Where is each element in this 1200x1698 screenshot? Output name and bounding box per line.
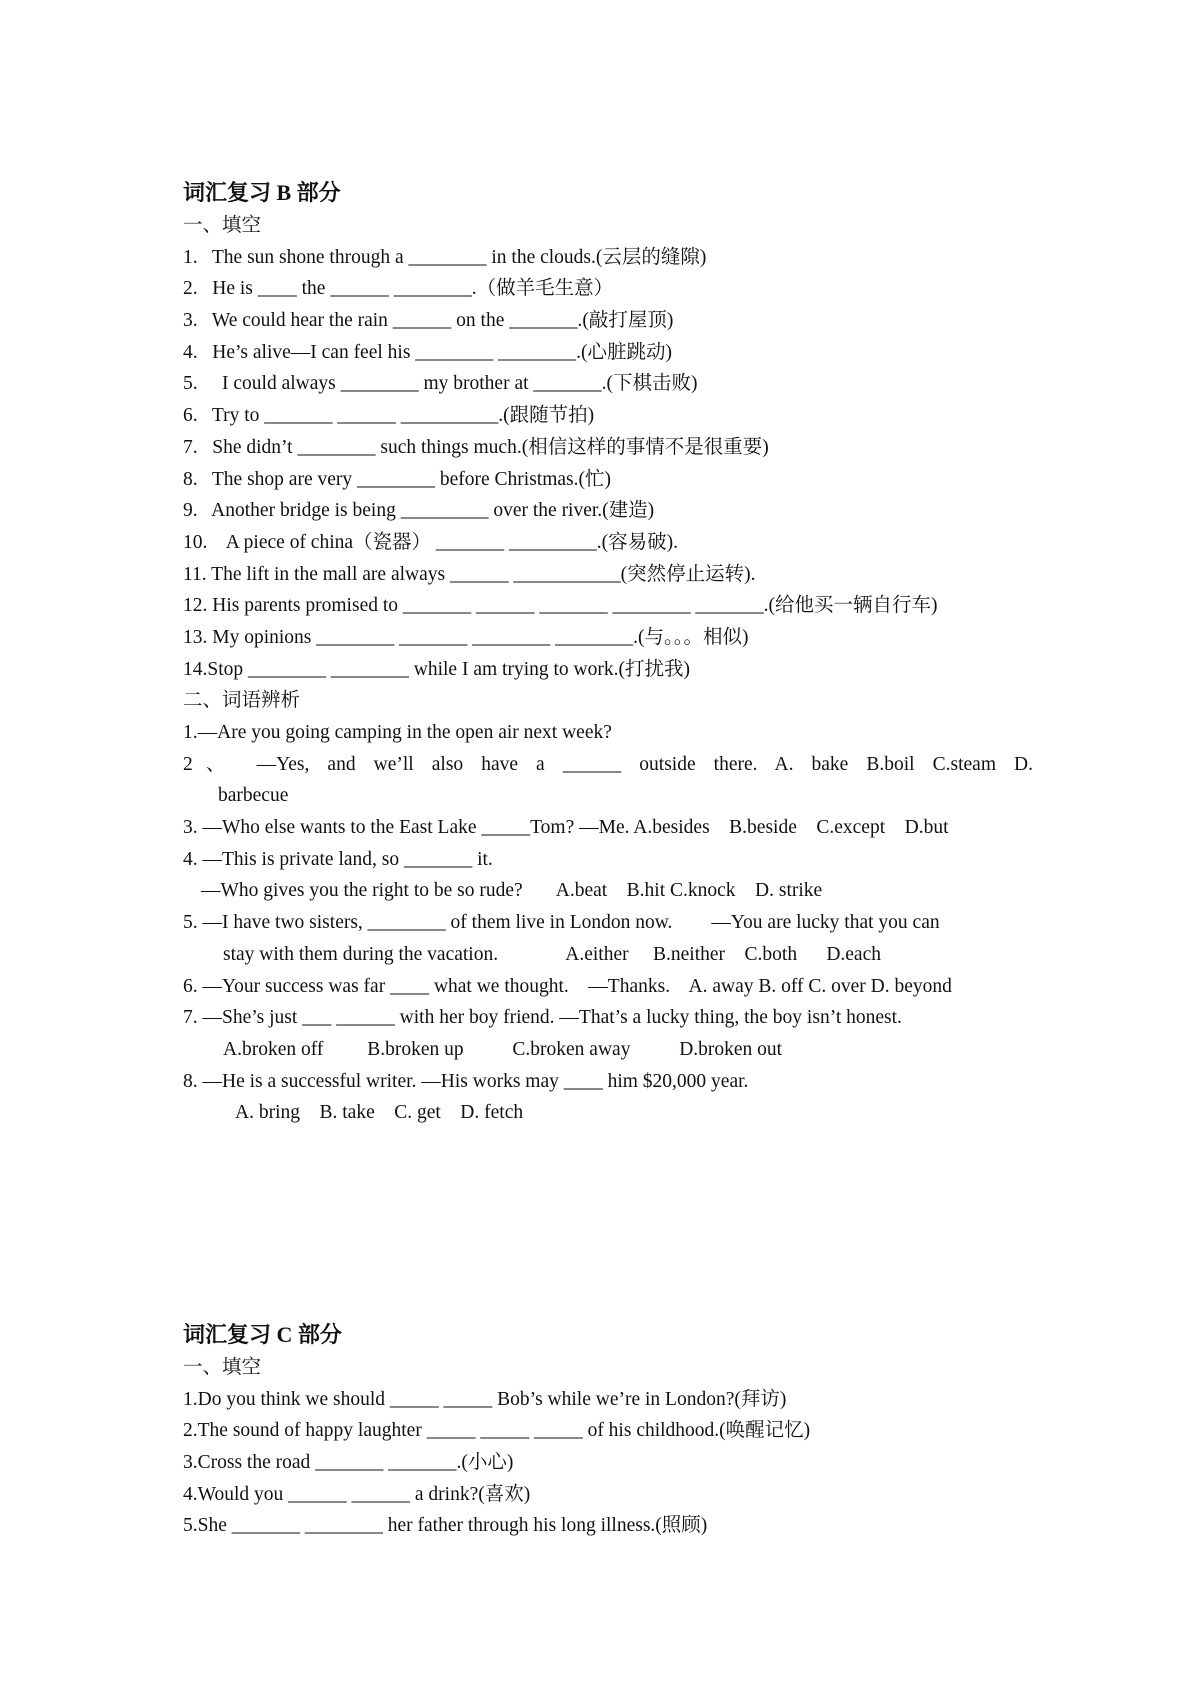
question-2-line-1: 2、 —Yes, and we’ll also have a ______ outside there. A. bake B.boil C.steam D. xyxy=(183,753,1033,775)
fill-item-b-2: 2. He is ____ the ______ ________.（做羊毛生意） xyxy=(183,278,614,300)
fill-item-b-10: 10. A piece of china（瓷器） _______ _________.(容易破). xyxy=(183,531,679,553)
question-4-line-2: —Who gives you the right to be so rude? A.beat B.hit C.knock D. strike xyxy=(201,880,823,902)
question-1: 1.—Are you going camping in the open air next week? xyxy=(183,722,612,743)
fill-item-b-8: 8. The shop are very ________ before Christmas.(忙) xyxy=(183,468,612,490)
fill-item-b-12: 12. His parents promised to _______ ______ _______ ________ _______.(给他买一辆自行车) xyxy=(183,595,938,617)
fill-item-b-4: 4. He’s alive—I can feel his ________ ________.(心脏跳动) xyxy=(183,341,673,363)
section-c-part1-heading: 一、填空 xyxy=(183,1357,262,1378)
question-3: 3. —Who else wants to the East Lake _____Tom? —Me. A.besides B.beside C.except D.but xyxy=(183,817,949,839)
fill-item-b-13: 13. My opinions ________ _______ ________ ________.(与。。。相似) xyxy=(183,626,749,648)
fill-item-c-3: 3.Cross the road _______ _______.(小心) xyxy=(183,1452,514,1474)
fill-item-b-14: 14.Stop ________ ________ while I am trying to work.(打扰我) xyxy=(183,658,690,680)
question-2-line-2: barbecue xyxy=(218,785,289,807)
question-5-line-2: stay with them during the vacation. A.either B.neither C.both D.each xyxy=(223,943,881,965)
section-b-title: 词汇复习 B 部分 xyxy=(183,180,341,205)
question-5-line-1: 5. —I have two sisters, ________ of them live in London now. —You are lucky that you can xyxy=(183,912,940,934)
fill-item-c-4: 4.Would you ______ ______ a drink?(喜欢) xyxy=(183,1483,531,1505)
fill-item-b-1: 1. The sun shone through a ________ in the clouds.(云层的缝隙) xyxy=(183,246,707,268)
fill-item-c-5: 5.She _______ ________ her father through his long illness.(照顾) xyxy=(183,1515,708,1537)
question-8-line-2: A. bring B. take C. get D. fetch xyxy=(235,1102,524,1124)
section-b-part2-heading: 二、词语辨析 xyxy=(183,690,301,712)
fill-item-b-5: 5. I could always ________ my brother at _______.(下棋击败) xyxy=(183,373,698,395)
fill-item-b-9: 9. Another bridge is being _________ over the river.(建造) xyxy=(183,500,655,522)
question-7-line-1: 7. —She’s just ___ ______ with her boy friend. —That’s a lucky thing, the boy isn’t honest. xyxy=(183,1007,902,1029)
fill-item-c-1: 1.Do you think we should _____ _____ Bob’s while we’re in London?(拜访) xyxy=(183,1388,787,1410)
question-6: 6. —Your success was far ____ what we thought. —Thanks. A. away B. off C. over D. beyond xyxy=(183,975,952,997)
section-c-title: 词汇复习 C 部分 xyxy=(183,1322,342,1347)
section-b-part1-heading: 一、填空 xyxy=(183,215,262,236)
fill-item-b-6: 6. Try to _______ ______ __________.(跟随节拍) xyxy=(183,405,595,427)
fill-item-b-11: 11. The lift in the mall are always ______ ___________(突然停止运转). xyxy=(183,563,756,585)
question-7-line-2: A.broken off B.broken up C.broken away D.broken out xyxy=(223,1038,783,1060)
fill-item-c-2: 2.The sound of happy laughter _____ _____ _____ of his childhood.(唤醒记忆) xyxy=(183,1420,811,1442)
section-b xyxy=(183,176,1033,1129)
section-c xyxy=(183,1318,1033,1542)
fill-item-b-3: 3. We could hear the rain ______ on the _______.(敲打屋顶) xyxy=(183,310,674,332)
question-4-line-1: 4. —This is private land, so _______ it. xyxy=(183,848,493,870)
question-8-line-1: 8. —He is a successful writer. —His works may ____ him $20,000 year. xyxy=(183,1070,749,1092)
fill-item-b-7: 7. She didn’t ________ such things much.(相信这样的事情不是很重要) xyxy=(183,436,769,458)
